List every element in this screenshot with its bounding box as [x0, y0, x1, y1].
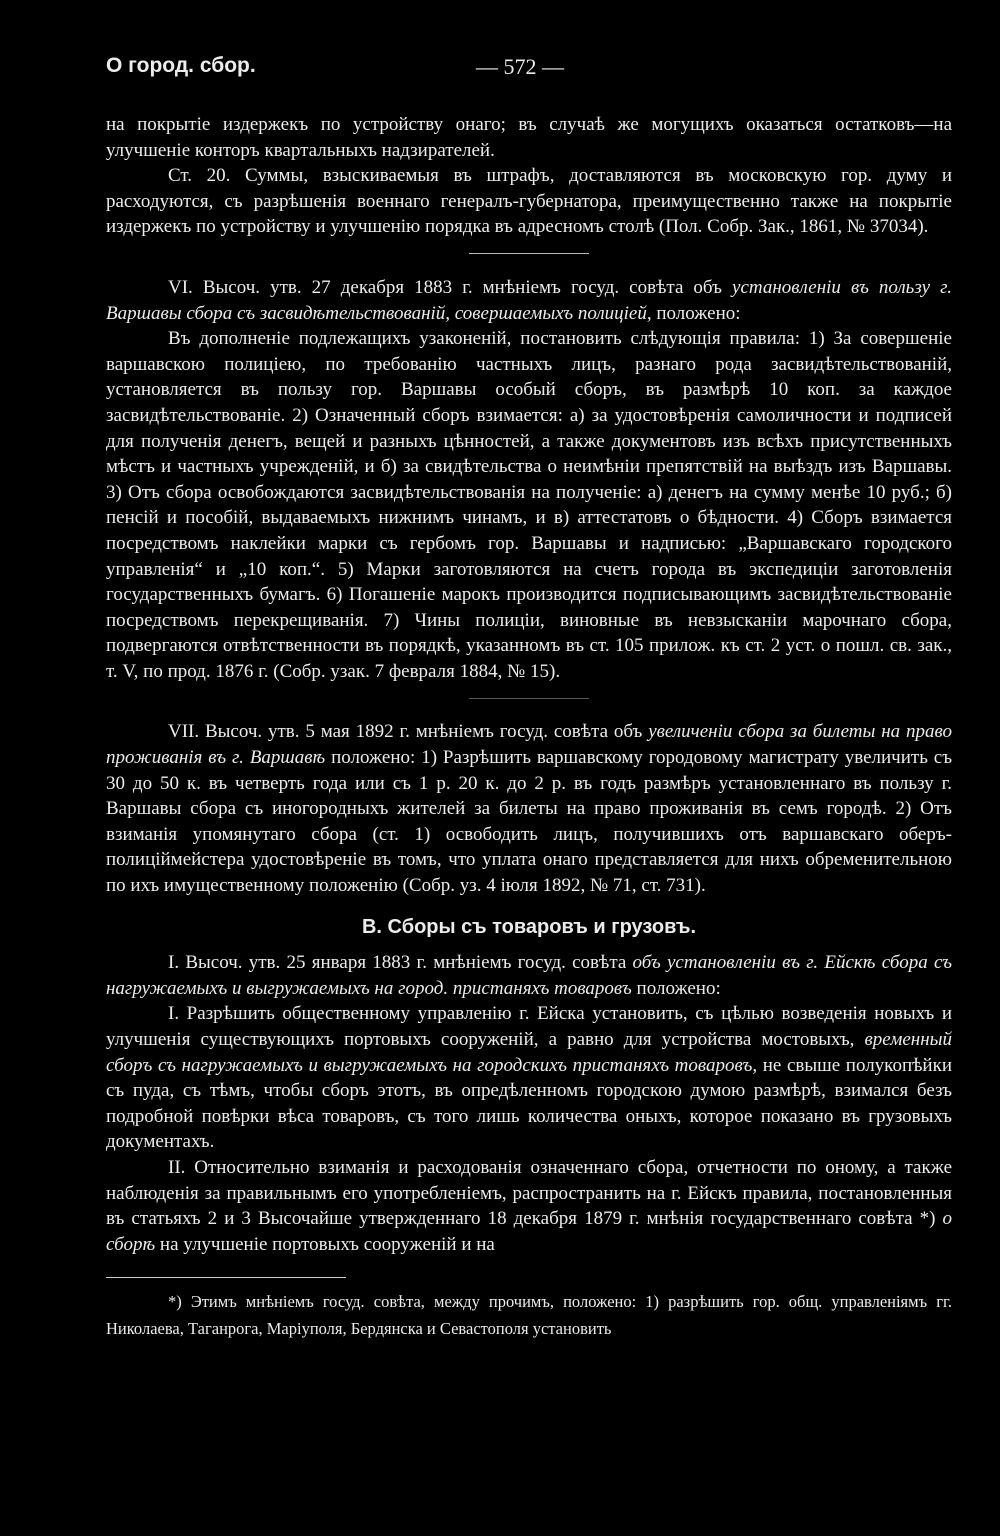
separator-rule — [469, 253, 589, 254]
footnote: *) Этимъ мнѣніемъ госуд. совѣта, между прочимъ, положено: 1) разрѣшить гор. общ. управленіямъ гг. Николаева, Таганрога, Маріуполя, Бердянска и Севастополя установить — [106, 1292, 952, 1339]
separator-rule — [469, 698, 589, 699]
section-vi-heading: VI. Высоч. утв. 27 декабря 1883 г. мнѣніемъ госуд. совѣта объ установленіи въ пользу г. Варшавы сбора съ засвидѣтельствованій, совершаемыхъ полиціей, положено: — [106, 276, 953, 324]
page-header — [106, 54, 948, 88]
footnote-rule — [106, 1277, 346, 1278]
section-vi-body: Въ дополненіе подлежащихъ узаконеній, постановить слѣдующія правила: 1) За совершеніе варшавскою полиціею, по требованію частныхъ лицъ, разнаго рода засвидѣтельствованій, установляется въ пользу гор. Варшавы особый сборъ, въ размѣрѣ 10 коп. за каждое засвидѣтельствованіе. 2) Означенный сборъ взимается: а) за удостовѣренія самоличности и подписей для полученія денегъ, вещей и разныхъ цѣнностей, а также документовъ изъ всѣхъ присутственныхъ мѣстъ и частныхъ учрежденій, и б) за свидѣтельства о неимѣніи препятствій на выѣздъ изъ Варшавы. 3) Отъ сбора освобождаются засвидѣтельствованія на полученіе: а) денегъ на сумму менѣе 10 руб.; б) пенсій и пособій, выдаваемыхъ нижнимъ чинамъ, и в) аттестатовъ о бѣдности. 4) Сборъ взимается посредствомъ наклейки марки съ гербомъ гор. Варшавы и надписью: „Варшавскаго городского управленія“ и „10 коп.“. 5) Марки заготовляются на счетъ города въ экспедиціи заготовленія государственныхъ бумагъ. 6) Погашеніе марокъ производится подписывающимъ засвидѣтельствованіе посредствомъ перекрещиванія. 7) Чины полиціи, виновные въ невзысканіи марочнаго сбора, подвергаются отвѣтственности въ порядкѣ, указанномъ въ ст. 105 прилож. къ ст. 2 уст. о пошл. св. зак., т. V, по прод. 1876 г. (Собр. узак. 7 февраля 1884, № 15). — [106, 328, 952, 682]
clause-i: I. Разрѣшить общественному управленію г. Ейска установить, съ цѣлью возведенія новыхъ и улучшенія существующихъ портовыхъ сооруженій, а равно для устройства мостовыхъ, временный сборъ съ нагружаемыхъ и выгружаемыхъ на городскихъ пристаняхъ товаровъ, не свыше полукопѣйки съ пуда, съ тѣмъ, чтобы сборъ этотъ, въ опредѣленномъ городскою думою размѣрѣ, взимался безъ подробной повѣрки вѣса товаровъ, съ того лишь количества оныхъ, которое показано въ грузовыхъ документахъ. — [106, 1003, 953, 1153]
article-20: Ст. 20. Суммы, взыскиваемыя въ штрафъ, доставляются въ московскую гор. думу и расходуются, съ разрѣшенія военнаго генералъ-губернатора, преимущественно также на покрытіе издержекъ по устройству и улучшенію порядка въ адресномъ столѣ (Пол. Собр. Зак., 1861, № 37034). — [106, 165, 952, 238]
clause-ii: II. Относительно взиманія и расходованія означеннаго сбора, отчетности по оному, а также наблюденія за правильнымъ его употребленіемъ, распространить на г. Ейскъ правила, постановленныя въ статьяхъ 2 и 3 Высочайше утвержденнаго 18 декабря 1879 г. мнѣнія государственнаго совѣта *) о сборѣ на улучшеніе портовыхъ сооруженій и на — [106, 1156, 953, 1255]
section-vii: VII. Высоч. утв. 5 мая 1892 г. мнѣніемъ госуд. совѣта объ увеличеніи сбора за билеты на право проживанія въ г. Варшавѣ положено: 1) Разрѣшить варшавскому городовому магистрату увеличить съ 30 до 50 к. въ четверть года или съ 1 р. 20 к. до 2 р. въ годъ размѣръ установленнаго въ пользу г. Варшавы сбора съ иногородныхъ жителей за билеты на право проживанія въ семъ городѣ. 2) Отъ взиманія упомянутаго сбора (ст. 1) освободить лицъ, получившихъ отъ варшавскаго оберъ-полиціймейстера удостовѣреніе въ томъ, что уплата онаго представляется для нихъ обременительною по ихъ имущественному положенію (Собр. уз. 4 іюля 1892, № 71, ст. 731). — [106, 721, 953, 897]
running-title: О город. сбор. — [106, 54, 256, 77]
section-b-i-heading: I. Высоч. утв. 25 января 1883 г. мнѣніемъ госуд. совѣта объ установленіи въ г. Ейскѣ сбора съ нагружаемыхъ и выгружаемыхъ на город. пристаняхъ товаровъ положено: — [106, 952, 952, 999]
page-number: — 572 — — [476, 54, 564, 79]
section-heading: В. Сборы съ товаровъ и грузовъ. — [361, 915, 696, 938]
page-body — [106, 112, 952, 1342]
continued-paragraph: на покрытіе издержекъ по устройству онаго; въ случаѣ же могущихъ оказаться остатковъ—на улучшеніе конторъ квартальныхъ надзирателей. — [106, 114, 952, 161]
